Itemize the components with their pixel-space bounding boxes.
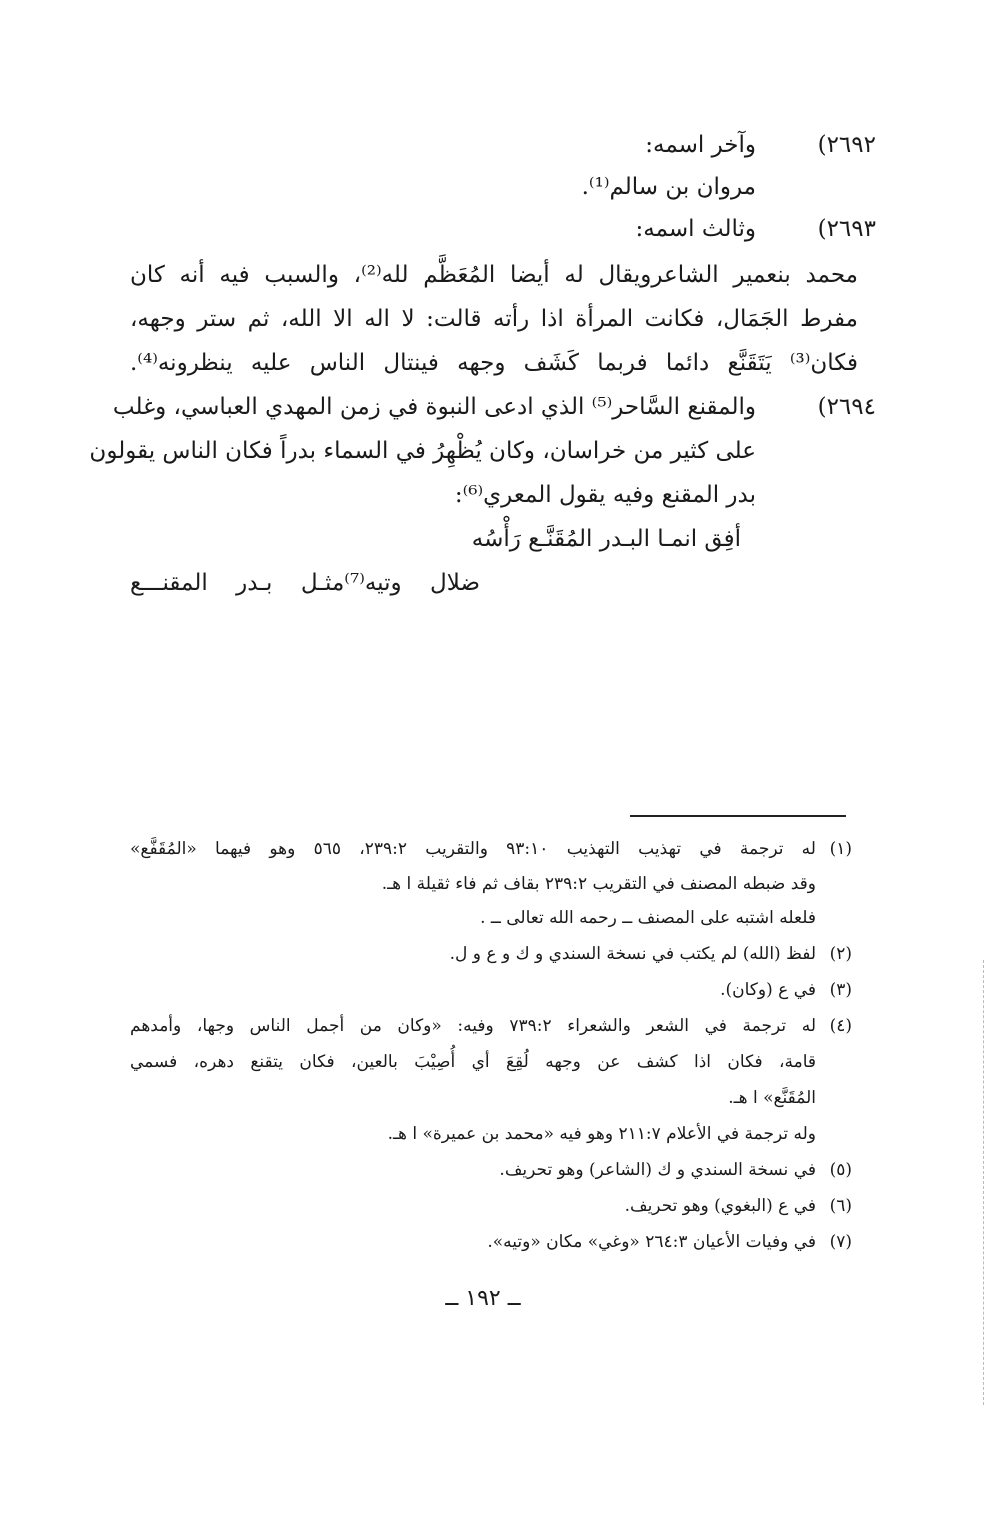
entry-line: على كثير من خراسان، وكان يُظْهِرُ في السماء بدراً فكان الناس يقولون [89,438,756,464]
footnote-line: في ع (وكان). [720,980,816,1000]
footnote-line: وله ترجمة في الأعلام ٢١١:٧ وهو فيه «محمد بن عميرة» ا هـ. [387,1124,816,1144]
footnote-line: له ترجمة في الشعر والشعراء ٧٣٩:٢ وفيه: «وكان من أجمل الناس وجها، وأمدهم [130,1016,816,1036]
entry-line: والمقنع السَّاحر⁽⁵⁾ الذي ادعى النبوة في زمن المهدي العباسي، وغلب [112,394,756,420]
entry-heading: وثالث اسمه: [635,216,756,242]
verse-second-hemistich: ضلال وتيه⁽⁷⁾مثـل بـدر المقنـــع [130,570,480,596]
footnote-line: قامة، فكان اذا كشف عن وجهه لُقِعَ أي أُصِيْبَ بالعين، فكان يتقنع دهره، فسمي [130,1052,816,1072]
footnote-line: في نسخة السندي و ك (الشاعر) وهو تحريف. [499,1160,816,1180]
footnote-line: وقد ضبطه المصنف في التقريب ٢٣٩:٢ بقاف ثم فاء ثقيلة ا هـ. [381,874,816,894]
entry-heading: وآخر اسمه: [645,132,756,158]
footnote-number: (٣) [829,980,852,1000]
footnote-line: لفظ (الله) لم يكتب في نسخة السندي و ك و ع و ل. [449,944,816,964]
entry-line: محمد بنعمير الشاعرويقال له أيضا المُعَظَّم لله⁽²⁾، والسبب فيه أنه كان [130,262,858,288]
footnote-number: (١) [829,839,852,859]
entry-line: مروان بن سالم⁽¹⁾. [581,174,756,200]
entry-line: مفرط الجَمَال، فكانت المرأة اذا رأته قالت: لا اله الا الله، ثم ستر وجهه، [130,306,858,332]
footnote-line: في وفيات الأعيان ٢٦٤:٣ «وغي» مكان «وتيه». [487,1232,816,1252]
entry-number: ٢٦٩٤) [817,394,876,420]
footnote-line: المُقَنَّع» ا هـ. [728,1088,816,1108]
footnote-number: (٦) [829,1196,852,1216]
footnote-number: (٤) [829,1016,852,1036]
footnote-line: له ترجمة في تهذيب التهذيب ٩٣:١٠ والتقريب ٢٣٩:٢، ٥٦٥ وهو فيهما «المُقَفَّع» [130,839,816,859]
entry-number: ٢٦٩٣) [817,216,876,242]
page-number: ــ ١٩٢ ــ [445,1286,521,1311]
footnote-number: (٧) [829,1232,852,1252]
entry-line: فكان⁽³⁾ يَتَقَنَّع دائما فربما كَشَف وجهه فينتال الناس عليه ينظرونه⁽⁴⁾. [130,350,858,376]
footnote-number: (٥) [829,1160,852,1180]
entry-line: بدر المقنع وفيه يقول المعري⁽⁶⁾: [454,482,756,508]
footnote-line: في ع (البغوي) وهو تحريف. [624,1196,816,1216]
footnote-line: فلعله اشتبه على المصنف ــ رحمه الله تعالى ــ . [480,908,816,928]
footnote-divider [630,815,846,817]
footnote-number: (٢) [829,944,852,964]
verse-first-hemistich: أفِق انمـا البـدر المُقَنَّـع رَأْسُه [471,526,741,552]
entry-number: ٢٦٩٢) [817,132,876,158]
scan-edge-line [983,960,984,1405]
